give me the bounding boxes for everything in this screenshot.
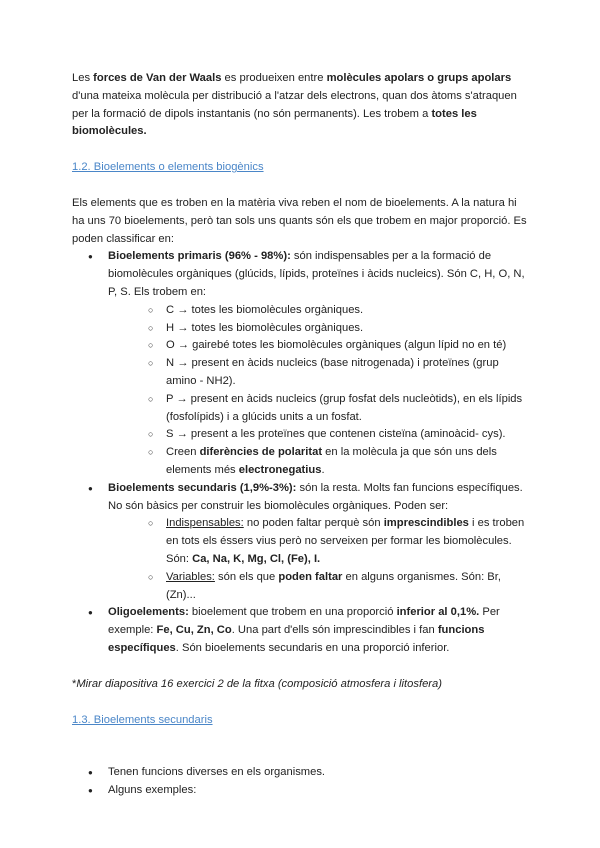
secundaris-list: [72, 764, 532, 800]
bold-text: totes les biomolècules.: [72, 107, 477, 138]
text: . Són bioelements secundaris en una proporció inferior.: [175, 641, 450, 654]
sublist-item-variables: [144, 569, 532, 605]
text: *: [72, 677, 77, 690]
sublist-item: ○ C → totes les biomolècules orgàniques.: [144, 302, 532, 320]
underlined-text: Indispensables:: [166, 517, 244, 530]
sublist-item: ○ S → present a les proteïnes que contenen cisteïna (aminoàcid- cys).: [144, 426, 532, 444]
list-item-oligoelements: [72, 604, 532, 657]
bold-text: imprescindibles: [383, 517, 469, 530]
text: Les: [72, 72, 94, 84]
text: bioelement que trobem en una proporció: [188, 606, 397, 619]
bold-text: poden faltar: [278, 570, 343, 583]
text: en la molècula ja que són uns dels elements més: [166, 446, 497, 476]
underlined-text: Variables:: [166, 570, 215, 583]
text: no poden faltar perquè són: [243, 517, 384, 530]
list-item: ● Tenen funcions diverses en els organismes.: [72, 764, 532, 782]
heading-bioelements[interactable]: 1.2. Bioelements o elements biogènics: [72, 161, 264, 174]
bold-text: Fe, Cu, Zn, Co: [156, 624, 232, 637]
text: en alguns organismes. Són: Br, (Zn)...: [166, 570, 501, 601]
bold-text: Oligoelements:: [108, 606, 189, 619]
sublist-item-indispensables: [144, 515, 532, 568]
heading-bioelements-secundaris[interactable]: 1.3. Bioelements secundaris: [72, 713, 213, 726]
sublist-item: ○ H → totes les biomolècules orgàniques.: [144, 320, 532, 338]
bioelements-paragraph: Els elements que es troben en la matèria viva reben el nom de bioelements. A la natura hi ha uns 70 bioelements, però tan sols uns quants són els que trobem en major proporció. Es poden classificar en:: [72, 196, 527, 245]
text: Per exemple:: [108, 606, 500, 637]
sublist-item: ○ P → present en àcids nucleics (grup fosfat dels nucleòtids), en els lípids (fosfolípids) i a glúcids units a un fosfat.: [144, 391, 532, 427]
text: Creen: [166, 446, 200, 459]
text: d'una mateixa molècula per distribució a l'atzar dels electrons, quan dos àtoms s'atraquen per la formació de dipols instantanis (no són permanents). Les trobem a: [72, 89, 517, 120]
italic-text: Mirar diapositiva 16 exercici 2 de la fitxa (composició atmosfera i litosfera): [76, 677, 442, 690]
text: són la resta. Molts fan funcions específiques. No són bàsics per construir les biomolècules orgàniques. Poden ser:: [108, 481, 523, 512]
intro-paragraph: [72, 70, 532, 141]
bold-text: molècules apolars o grups apolars: [326, 72, 512, 84]
classification-list: [72, 248, 532, 657]
bold-text: diferències de polaritat: [199, 446, 323, 459]
bold-text: forces de Van der Waals: [93, 72, 222, 84]
spacer: [72, 747, 532, 764]
sublist-item: ○ N → present en àcids nucleics (base nitrogenada) i proteïnes (grup amino - NH2).: [144, 355, 532, 391]
note-paragraph: [72, 676, 532, 694]
text: són els que: [214, 570, 279, 583]
text: .: [321, 463, 325, 476]
secundaris-sublist: [72, 515, 532, 604]
text: són indispensables per a la formació de biomolècules orgàniques (glúcids, lípids, proteïnes i àcids nucleics). Són C, H, O, N, P, S. Els trobem en:: [108, 250, 525, 298]
text: es produeixen entre: [221, 72, 327, 84]
bold-text: Bioelements primaris (96% - 98%):: [108, 250, 291, 263]
list-item-primaris: [72, 248, 532, 479]
sublist-item: ○ O → gairebé totes les biomolècules orgàniques (algun lípid no en té): [144, 337, 532, 355]
bold-text: funcions específiques: [108, 624, 485, 654]
list-item-secundaris: [72, 480, 532, 605]
document-content: [72, 70, 532, 800]
bold-text: electronegatius: [238, 463, 322, 476]
text: . Una part d'ells són imprescindibles i fan: [231, 624, 438, 637]
primaris-sublist: [72, 302, 532, 480]
sublist-item: [144, 444, 532, 480]
text: i es troben en tots els éssers vius però no serveixen per formar les biomolècules. Són:: [166, 517, 525, 565]
bold-text: Bioelements secundaris (1,9%-3%):: [108, 481, 297, 494]
list-item: ● Alguns exemples:: [72, 782, 532, 800]
bold-text: Ca, Na, K, Mg, Cl, (Fe), I.: [192, 552, 321, 565]
bold-text: inferior al 0,1%.: [396, 606, 480, 619]
